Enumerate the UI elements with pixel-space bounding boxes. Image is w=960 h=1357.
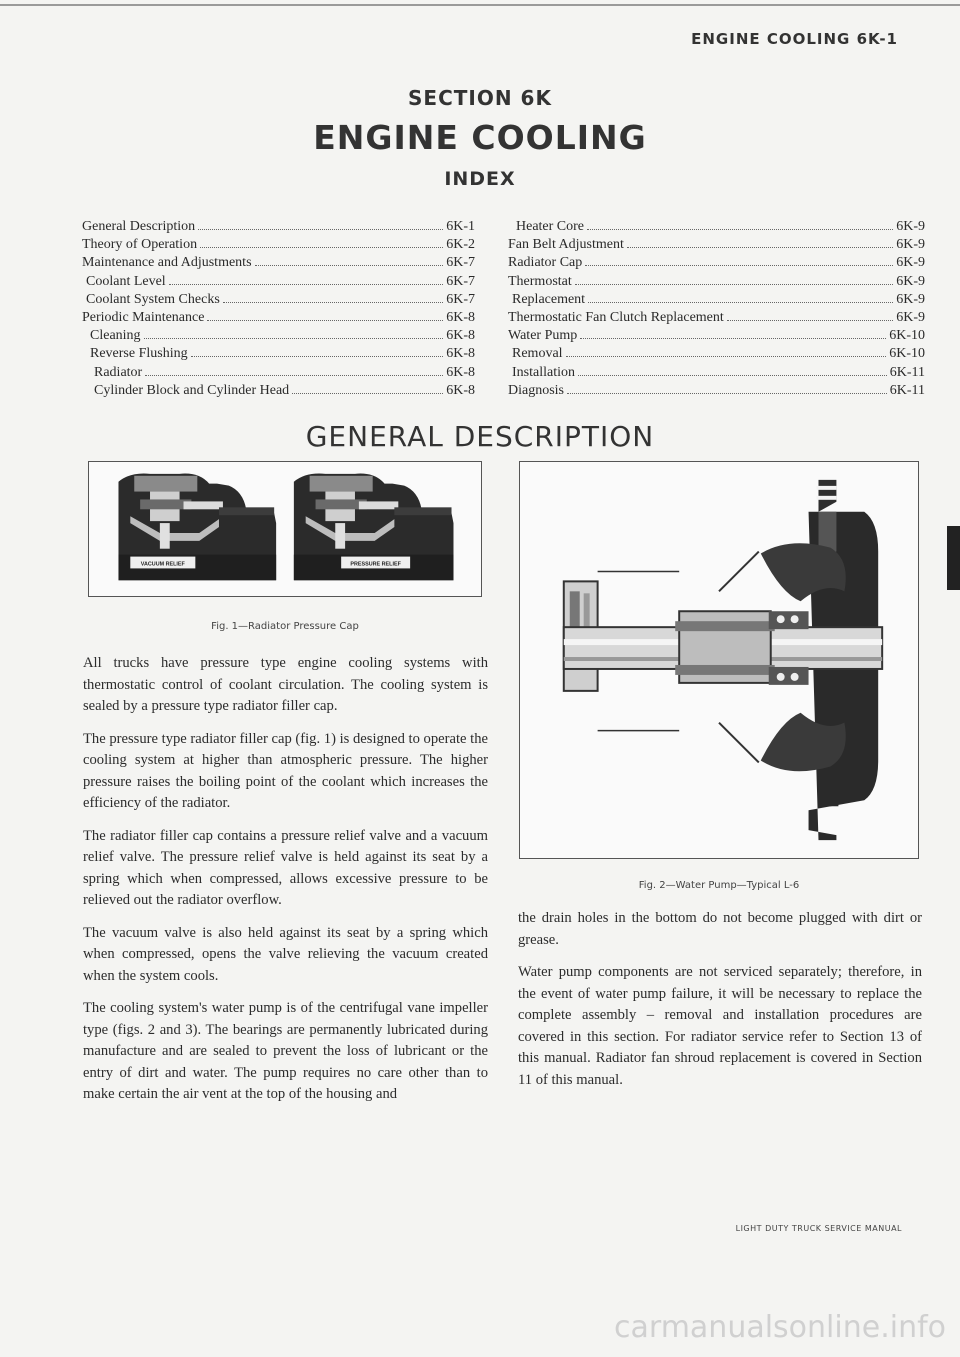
toc-entry-page: 6K-11 (889, 364, 925, 380)
toc-leader-dots (223, 302, 443, 303)
toc-leader-dots (578, 375, 887, 376)
toc-leader-dots (587, 229, 893, 230)
running-head: ENGINE COOLING 6K-1 (691, 30, 898, 48)
toc-entry-page: 6K-7 (446, 273, 475, 289)
toc-entry-label: Water Pump (508, 328, 578, 344)
toc-entry-page: 6K-8 (446, 346, 475, 362)
toc-entry-page: 6K-9 (896, 273, 925, 289)
toc-entry-label: Fan Belt Adjustment (508, 237, 624, 253)
toc-leader-dots (588, 302, 893, 303)
toc-entry[interactable] (508, 218, 925, 236)
toc-entry[interactable] (508, 364, 925, 382)
toc-entry[interactable] (508, 309, 925, 327)
toc-entry-label: Coolant System Checks (86, 291, 220, 307)
toc-leader-dots (727, 320, 893, 321)
figure-1-caption: Fig. 1—Radiator Pressure Cap (211, 621, 359, 632)
manual-name: LIGHT DUTY TRUCK SERVICE MANUAL (735, 1224, 902, 1233)
toc-entry[interactable] (82, 254, 475, 272)
toc-entry-label: Removal (512, 346, 563, 362)
toc-entry[interactable] (508, 291, 925, 309)
toc-entry-label: General Description (82, 219, 196, 234)
toc-leader-dots (575, 284, 893, 285)
toc-leader-dots (566, 356, 887, 357)
toc-right-column (508, 218, 925, 400)
toc-entry-page: 6K-9 (896, 310, 925, 326)
toc-entry[interactable] (82, 382, 475, 400)
toc-leader-dots (144, 338, 444, 339)
figure-radiator-pressure-cap (88, 461, 482, 597)
toc-entry-label: Cylinder Block and Cylinder Head (94, 382, 290, 398)
toc-entry[interactable] (82, 291, 475, 309)
figure-water-pump (519, 461, 919, 859)
toc-entry-label: Theory of Operation (82, 237, 198, 253)
toc-entry-page: 6K-9 (896, 255, 925, 271)
toc-entry-label: Thermostat (508, 273, 572, 289)
toc-leader-dots (627, 247, 893, 248)
toc-entry-page: 6K-9 (896, 219, 925, 234)
toc-entry-label: Cleaning (90, 328, 141, 344)
toc-entry-page: 6K-8 (446, 310, 475, 326)
toc-entry[interactable] (82, 364, 475, 382)
section-heading: GENERAL DESCRIPTION (305, 420, 655, 453)
toc-entry[interactable] (82, 327, 475, 345)
toc-leader-dots (585, 265, 893, 266)
section-thumb-tab (947, 526, 960, 590)
body-paragraph: The cooling system's water pump is of the centrifugal vane impeller type (figs. 2 and 3). The bearings are permanently lubricated during manufacture and are sealed to prevent the loss of lubricant or the entry of dirt and water. The pump requires no care other than to make certain the air vent at the top of the housing and (83, 1000, 488, 1102)
body-paragraph: the drain holes in the bottom do not become plugged with dirt or grease. (518, 910, 922, 948)
toc-entry-label: Maintenance and Adjustments (82, 255, 252, 271)
figure-2-caption: Fig. 2—Water Pump—Typical L-6 (638, 880, 800, 891)
body-right-column (518, 908, 922, 1102)
toc-entry-label: Thermostatic Fan Clutch Replacement (508, 310, 724, 326)
toc-entry-label: Heater Core (516, 219, 585, 234)
toc-entry-label: Radiator (94, 364, 143, 380)
pressure-relief-label: PRESSURE RELIEF (350, 561, 401, 568)
body-paragraph: The pressure type radiator filler cap (fig. 1) is designed to operate the cooling system at higher than atmospheric pressure. The higher pressure raises the boiling point of the coolant which increases the efficiency of the radiator. (83, 730, 488, 811)
body-paragraph: All trucks have pressure type engine cooling systems with thermostatic control of coolant circulation. The cooling system is sealed by a pressure type radiator filler cap. (83, 655, 488, 714)
toc-entry[interactable] (508, 236, 925, 254)
body-paragraph: The vacuum valve is also held against its seat by a spring which when compressed, opens the valve relieving the vacuum created when the system cools. (83, 924, 488, 984)
toc-leader-dots (169, 284, 444, 285)
toc-entry-label: Installation (512, 364, 575, 380)
toc-entry-label: Reverse Flushing (90, 346, 188, 362)
toc-leader-dots (292, 393, 443, 394)
vacuum-relief-label: VACUUM RELIEF (140, 561, 185, 568)
toc-leader-dots (567, 393, 887, 394)
toc-left-column (82, 218, 475, 400)
toc-entry-label: Periodic Maintenance (82, 310, 205, 326)
toc-entry-page: 6K-2 (446, 237, 475, 253)
top-rule (0, 4, 960, 6)
toc-entry-label: Radiator Cap (508, 255, 583, 271)
toc-entry-page: 6K-8 (446, 328, 475, 344)
toc-entry[interactable] (82, 236, 475, 254)
toc-leader-dots (255, 265, 444, 266)
toc-entry[interactable] (82, 273, 475, 291)
toc-entry-label: Coolant Level (86, 273, 166, 289)
toc-entry[interactable] (82, 309, 475, 327)
toc-leader-dots (198, 229, 443, 230)
body-paragraph: Water pump components are not serviced separately; therefore, in the event of water pump failure, it will be necessary to replace the complete assembly – removal and installation procedures are covered in this section. For radiator service refer to Section 13 of this manual. Radiator fan shroud replacement is covered in Section 11 of this manual. (518, 964, 922, 1088)
toc-entry-page: 6K-1 (446, 219, 475, 234)
toc-entry[interactable] (508, 273, 925, 291)
toc-entry-page: 6K-8 (446, 382, 475, 398)
toc-entry-page: 6K-10 (889, 328, 925, 344)
toc-entry[interactable] (508, 254, 925, 272)
toc-entry[interactable] (82, 218, 475, 236)
toc-leader-dots (145, 375, 443, 376)
toc-leader-dots (207, 320, 443, 321)
toc-entry-page: 6K-7 (446, 291, 475, 307)
toc-entry-page: 6K-9 (896, 291, 925, 307)
toc-entry-page: 6K-9 (896, 237, 925, 253)
body-left-column (83, 653, 488, 1117)
water-pump-illustration (520, 462, 918, 858)
toc-entry-page: 6K-10 (889, 346, 925, 362)
toc-leader-dots (200, 247, 443, 248)
toc-leader-dots (191, 356, 444, 357)
toc-entry-page: 6K-8 (446, 364, 475, 380)
body-paragraph: The radiator filler cap contains a pressure relief valve and a vacuum relief valve. The pressure relief valve is held against its seat by a spring which when compressed, allows excessive pressure to be relieved out the radiator overflow. (83, 827, 488, 908)
toc-entry-page: 6K-7 (446, 255, 475, 271)
toc-entry-label: Replacement (512, 291, 586, 307)
toc-entry[interactable] (508, 327, 925, 345)
toc-entry[interactable] (508, 382, 925, 400)
index-title: INDEX (444, 168, 516, 190)
section-label: SECTION 6K (408, 86, 552, 110)
toc-entry-label: Diagnosis (508, 382, 564, 398)
toc-entry[interactable] (508, 345, 925, 363)
radiator-cap-illustration (89, 462, 481, 596)
toc-entry-page: 6K-11 (889, 382, 925, 398)
toc-leader-dots (580, 338, 886, 339)
page-title: ENGINE COOLING (313, 118, 647, 157)
watermark: carmanualsonline.info (614, 1310, 946, 1345)
toc-entry[interactable] (82, 345, 475, 363)
